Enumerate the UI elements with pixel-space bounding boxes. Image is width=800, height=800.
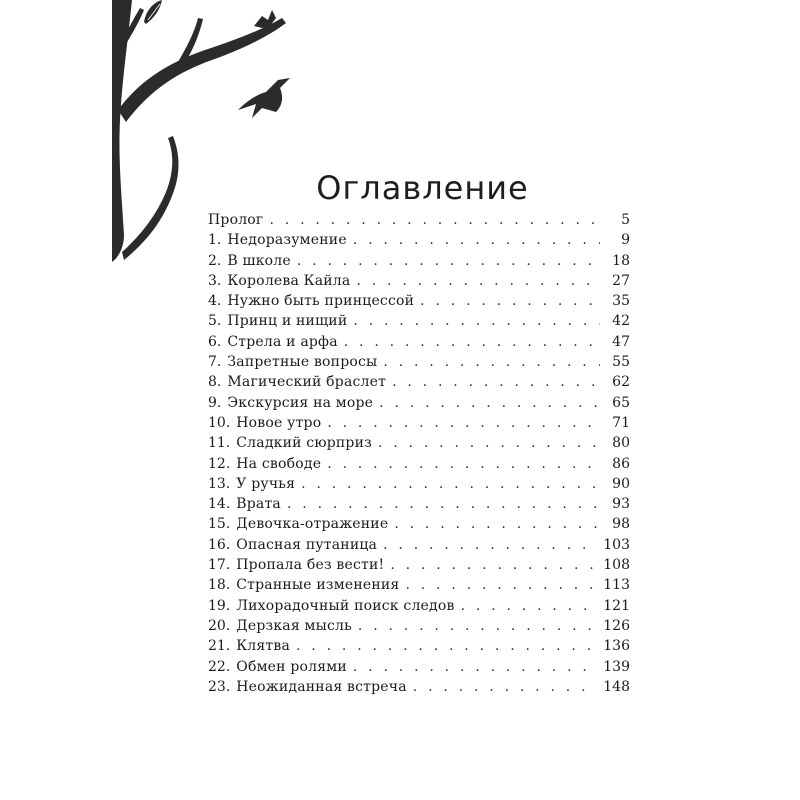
page-number: 27 [612, 272, 630, 289]
toc-entry [208, 332, 630, 352]
page-number: 126 [603, 617, 630, 634]
chapter-title: Новое утро [236, 414, 322, 431]
chapter-number: 23. [208, 678, 231, 695]
chapter-title: Девочка-отражение [236, 516, 389, 533]
leaf-icon [144, 0, 162, 24]
toc-entry [208, 210, 630, 230]
chapter-number: 21. [208, 638, 231, 655]
toc-entry [208, 677, 630, 697]
chapter-title: Нужно быть принцессой [227, 293, 415, 310]
chapter-number: 9. [208, 394, 222, 411]
dot-leader [353, 311, 600, 331]
toc-entry [208, 311, 630, 331]
dot-leader [383, 535, 597, 555]
dot-leader [461, 596, 598, 616]
dot-leader [301, 474, 600, 494]
dot-leader [327, 454, 600, 474]
dot-leader [356, 271, 600, 291]
chapter-title: Сладкий сюрприз [236, 435, 372, 452]
dot-leader [269, 210, 600, 230]
toc-entry [208, 474, 630, 494]
dot-leader [287, 494, 600, 514]
dot-leader [296, 636, 597, 656]
toc-entry [208, 454, 630, 474]
toc-entry [208, 657, 630, 677]
chapter-title: Пропала без вести! [236, 557, 385, 574]
chapter-title: Лихорадочный поиск следов [236, 597, 455, 614]
dot-leader [344, 332, 600, 352]
page-number: 86 [612, 455, 630, 472]
toc-entry [208, 413, 630, 433]
chapter-title: Стрела и арфа [227, 333, 338, 350]
chapter-title: Экскурсия на море [227, 394, 374, 411]
chapter-title: Недоразумение [227, 232, 347, 249]
page-number: 55 [612, 354, 630, 371]
dot-leader [390, 555, 597, 575]
chapter-number: 4. [208, 293, 222, 310]
tree-trunk-icon [112, 0, 132, 262]
toc-entry [208, 230, 630, 250]
dot-leader [297, 251, 600, 271]
chapter-number: 13. [208, 475, 231, 492]
chapter-title: Неожиданная встреча [236, 678, 407, 695]
page-number: 121 [603, 597, 630, 614]
dot-leader [327, 413, 600, 433]
dot-leader [378, 433, 600, 453]
chapter-number: 6. [208, 333, 222, 350]
chapter-number: 14. [208, 496, 231, 513]
toc-entry [208, 555, 630, 575]
chapter-number: 3. [208, 272, 222, 289]
chapter-number: 8. [208, 374, 222, 391]
chapter-number: 18. [208, 577, 231, 594]
chapter-number: 7. [208, 354, 222, 371]
page-number: 5 [621, 212, 630, 228]
chapter-number: 2. [208, 252, 222, 269]
page-number: 18 [612, 252, 630, 269]
toc-entry [208, 433, 630, 453]
chapter-title: В школе [227, 252, 291, 269]
page-number: 148 [603, 678, 630, 695]
chapter-number: 12. [208, 455, 231, 472]
chapter-number: 11. [208, 435, 231, 452]
page-number: 42 [612, 313, 630, 330]
dot-leader [420, 291, 600, 311]
dot-leader [394, 514, 600, 534]
page-number: 103 [603, 536, 630, 553]
page-number: 113 [603, 577, 630, 594]
toc-entry [208, 352, 630, 372]
chapter-number: 15. [208, 516, 231, 533]
chapter-title: Магический браслет [227, 374, 387, 391]
toc-entry [208, 291, 630, 311]
dot-leader [353, 657, 597, 677]
page-number: 35 [612, 293, 630, 310]
page-title: Оглавление [316, 169, 529, 208]
page-number: 90 [612, 475, 630, 492]
chapter-title: Клятва [236, 638, 290, 655]
dot-leader [383, 352, 600, 372]
chapter-number: 20. [208, 617, 231, 634]
chapter-title: Обмен ролями [236, 658, 347, 675]
chapter-number: 22. [208, 658, 231, 675]
dot-leader [353, 230, 600, 250]
chapter-title: Пролог [208, 212, 264, 228]
dot-leader [379, 393, 600, 413]
dot-leader [392, 372, 600, 392]
toc-entry [208, 575, 630, 595]
toc-entry [208, 271, 630, 291]
chapter-title: Странные изменения [236, 577, 400, 594]
chapter-title: Принц и нищий [227, 313, 348, 330]
toc-entry [208, 514, 630, 534]
page-number: 9 [621, 232, 630, 249]
toc-entry [208, 636, 630, 656]
dot-leader [413, 677, 597, 697]
dot-leader [405, 575, 597, 595]
toc-entry [208, 393, 630, 413]
dot-leader [358, 616, 597, 636]
page-number: 65 [612, 394, 630, 411]
chapter-title: На свободе [236, 455, 322, 472]
page-number: 108 [603, 557, 630, 574]
chapter-title: Запретные вопросы [227, 354, 378, 371]
toc-entry [208, 596, 630, 616]
page-number: 62 [612, 374, 630, 391]
chapter-title: Дерзкая мысль [236, 617, 352, 634]
chapter-number: 17. [208, 557, 231, 574]
chapter-number: 1. [208, 232, 222, 249]
chapter-title: Опасная путаница [236, 536, 378, 553]
page-number: 80 [612, 435, 630, 452]
table-of-contents [208, 210, 630, 697]
chapter-number: 16. [208, 536, 231, 553]
page-number: 47 [612, 333, 630, 350]
toc-entry [208, 372, 630, 392]
toc-entry [208, 616, 630, 636]
page-number: 98 [612, 516, 630, 533]
page-number: 71 [612, 414, 630, 431]
chapter-title: Королева Кайла [227, 272, 351, 289]
chapter-title: У ручья [236, 475, 296, 492]
chapter-number: 10. [208, 414, 231, 431]
swallow-icon [238, 78, 290, 118]
chapter-number: 5. [208, 313, 222, 330]
toc-entry [208, 535, 630, 555]
page-number: 139 [603, 658, 630, 675]
page-number: 136 [603, 638, 630, 655]
page-number: 93 [612, 496, 630, 513]
chapter-title: Врата [236, 496, 281, 513]
toc-entry [208, 251, 630, 271]
toc-entry [208, 494, 630, 514]
chapter-number: 19. [208, 597, 231, 614]
